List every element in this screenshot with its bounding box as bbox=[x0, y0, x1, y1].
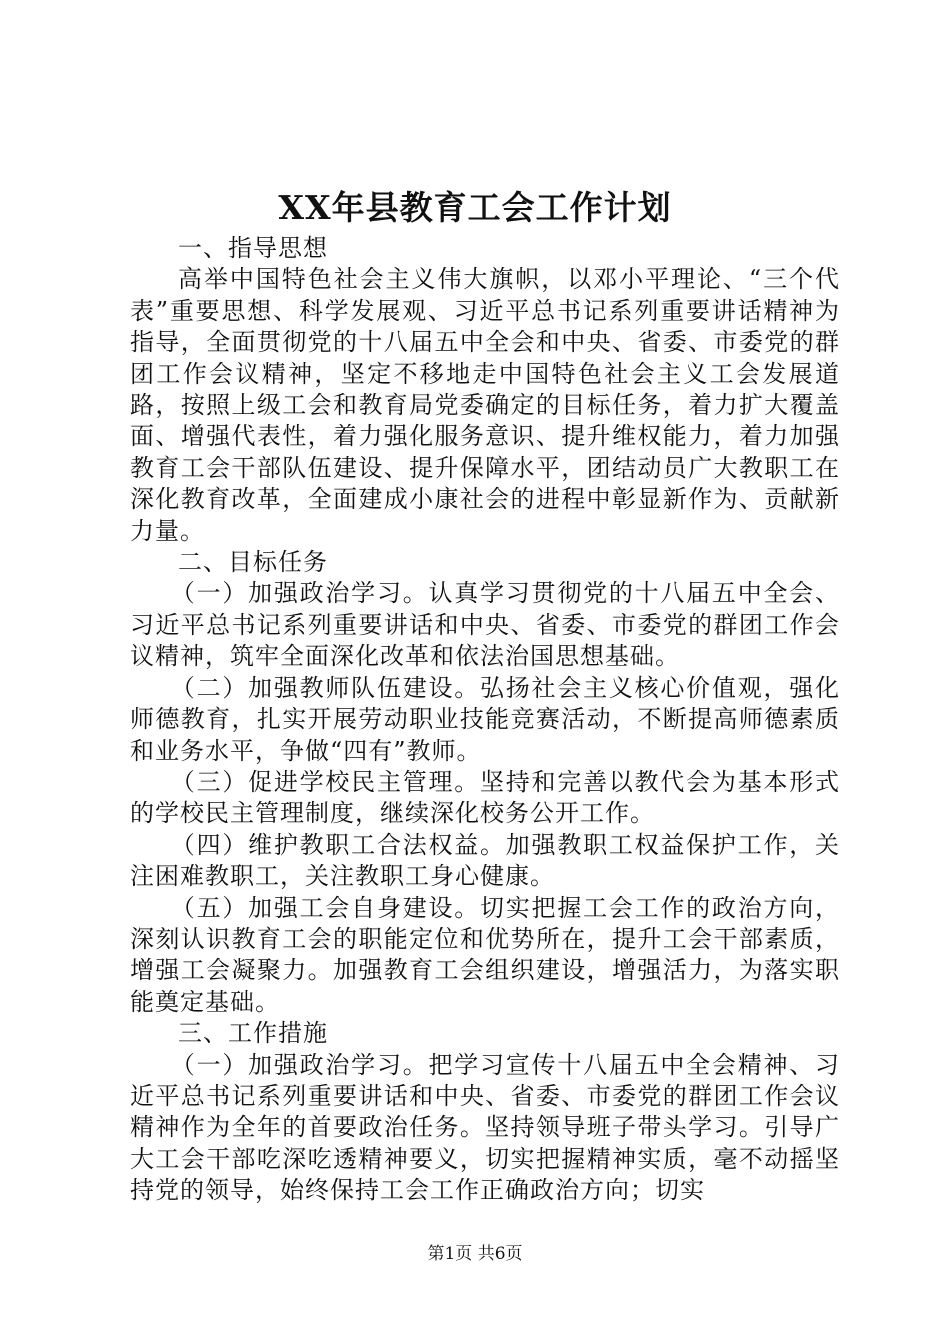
document-body bbox=[130, 233, 840, 1207]
list-item: （二）加强教师队伍建设。弘扬社会主义核心价值观，强化师德教育，扎实开展劳动职业技能竞赛活动，不断提高师德素质和业务水平，争做“四有”教师。 bbox=[130, 673, 840, 765]
list-item: （三）促进学校民主管理。坚持和完善以教代会为基本形式的学校民主管理制度，继续深化校务公开工作。 bbox=[130, 767, 840, 828]
body-paragraph: 高举中国特色社会主义伟大旗帜，以邓小平理论、“三个代表”重要思想、科学发展观、习近平总书记系列重要讲话精神为指导，全面贯彻党的十八届五中全会和中央、省委、市委党的群团工作会议精神，坚定不移地走中国特色社会主义工会发展道路，按照上级工会和教育局党委确定的目标任务，着力扩大覆盖面、增强代表性，着力强化服务意识、提升维权能力，着力加强教育工会干部队伍建设、提升保障水平，团结动员广大教职工在深化教育改革，全面建成小康社会的进程中彰显新作为、贡献新力量。 bbox=[130, 265, 840, 545]
list-item: （一）加强政治学习。把学习宣传十八届五中全会精神、习近平总书记系列重要讲话和中央、省委、市委党的群团工作会议精神作为全年的首要政治任务。坚持领导班子带头学习。引导广大工会干部吃深吃透精神要义，切实把握精神实质，毫不动摇坚持党的领导，始终保持工会工作正确政治方向；切实 bbox=[130, 1050, 840, 1205]
list-item: （一）加强政治学习。认真学习贯彻党的十八届五中全会、习近平总书记系列重要讲话和中央、省委、市委党的群团工作会议精神，筑牢全面深化改革和依法治国思想基础。 bbox=[130, 579, 840, 671]
document-title: XX年县教育工会工作计划 bbox=[278, 188, 672, 227]
list-item: （五）加强工会自身建设。切实把握工会工作的政治方向，深刻认识教育工会的职能定位和优势所在，提升工会干部素质，增强工会凝聚力。加强教育工会组织建设，增强活力，为落实职能奠定基础。 bbox=[130, 893, 840, 1016]
section-heading-guiding-ideology: 一、指导思想 bbox=[178, 234, 328, 262]
list-item: （四）维护教职工合法权益。加强教职工权益保护工作，关注困难教职工，关注教职工身心健康。 bbox=[130, 830, 840, 891]
page-number-footer: 第1页 共6页 bbox=[427, 1244, 523, 1264]
section-heading-goals: 二、目标任务 bbox=[178, 548, 328, 577]
section-heading-measures: 三、工作措施 bbox=[178, 1019, 328, 1048]
